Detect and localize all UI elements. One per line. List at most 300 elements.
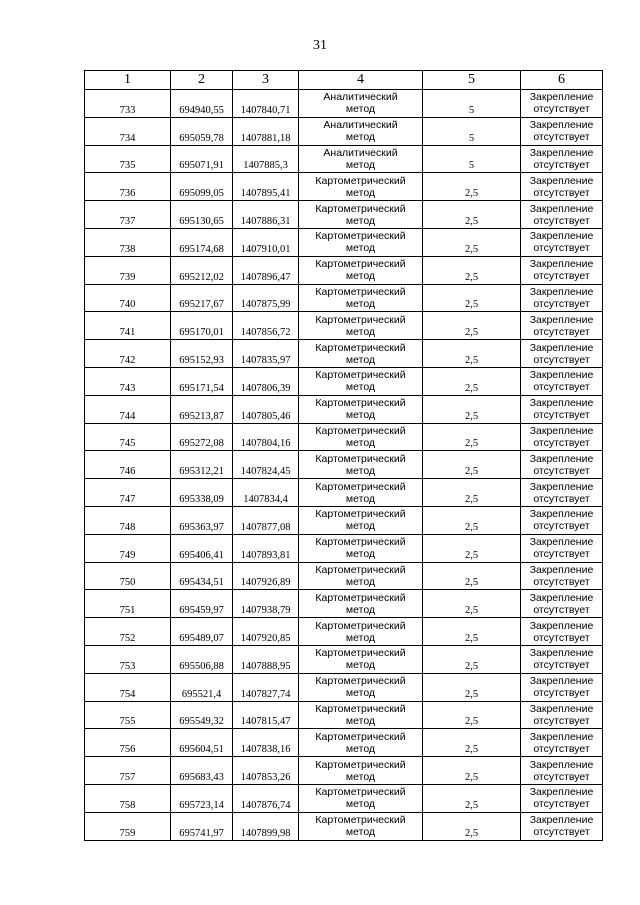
marking-cell	[521, 618, 603, 646]
method-line-1: Картометрический	[315, 758, 406, 771]
method-line-1: Аналитический	[323, 119, 398, 132]
y-coordinate-cell: 1407893,81	[233, 534, 299, 562]
method-line-1: Картометрический	[315, 230, 406, 243]
marking-cell	[521, 479, 603, 507]
method-line-2: метод	[345, 464, 376, 477]
method-line-1: Картометрический	[315, 452, 406, 465]
header-cell: 3	[233, 71, 299, 90]
method-cell	[299, 812, 423, 840]
method-line-2: метод	[345, 131, 376, 144]
accuracy-cell: 2,5	[423, 618, 521, 646]
accuracy-cell: 2,5	[423, 673, 521, 701]
x-coordinate-cell: 695272,08	[171, 423, 233, 451]
method-line-1: Картометрический	[315, 341, 406, 354]
marking-cell	[521, 90, 603, 118]
marking-cell	[521, 228, 603, 256]
accuracy-cell: 2,5	[423, 173, 521, 201]
table-row	[85, 367, 603, 395]
marking-cell	[521, 451, 603, 479]
method-cell	[299, 340, 423, 368]
method-cell	[299, 729, 423, 757]
x-coordinate-cell: 695434,51	[171, 562, 233, 590]
marking-line-1: Закрепление	[529, 591, 594, 604]
marking-line-2: отсутствует	[533, 603, 590, 616]
accuracy-cell: 5	[423, 90, 521, 118]
marking-line-1: Закрепление	[529, 702, 594, 715]
marking-line-1: Закрепление	[529, 258, 594, 271]
method-line-1: Картометрический	[315, 285, 406, 298]
y-coordinate-cell: 1407881,18	[233, 117, 299, 145]
method-line-2: метод	[345, 575, 376, 588]
method-line-1: Картометрический	[315, 786, 406, 799]
marking-line-1: Закрепление	[529, 480, 594, 493]
method-cell	[299, 506, 423, 534]
point-number-cell: 748	[85, 506, 171, 534]
marking-line-2: отсутствует	[533, 770, 590, 783]
table-row	[85, 701, 603, 729]
marking-line-2: отсутствует	[533, 158, 590, 171]
marking-cell	[521, 673, 603, 701]
marking-line-2: отсутствует	[533, 464, 590, 477]
method-cell	[299, 784, 423, 812]
accuracy-cell: 2,5	[423, 701, 521, 729]
marking-line-1: Закрепление	[529, 369, 594, 382]
method-line-1: Картометрический	[315, 619, 406, 632]
method-cell	[299, 90, 423, 118]
x-coordinate-cell: 695174,68	[171, 228, 233, 256]
marking-line-1: Закрепление	[529, 91, 594, 104]
method-line-1: Картометрический	[315, 508, 406, 521]
table-row	[85, 117, 603, 145]
y-coordinate-cell: 1407805,46	[233, 395, 299, 423]
y-coordinate-cell: 1407856,72	[233, 312, 299, 340]
marking-line-1: Закрепление	[529, 647, 594, 660]
accuracy-cell: 2,5	[423, 562, 521, 590]
method-line-2: метод	[345, 325, 376, 338]
marking-line-2: отсутствует	[533, 798, 590, 811]
marking-cell	[521, 284, 603, 312]
marking-cell	[521, 117, 603, 145]
header-cell: 6	[521, 71, 603, 90]
method-line-1: Картометрический	[315, 397, 406, 410]
accuracy-cell: 2,5	[423, 534, 521, 562]
point-number-cell: 744	[85, 395, 171, 423]
method-line-1: Картометрический	[315, 563, 406, 576]
point-number-cell: 755	[85, 701, 171, 729]
marking-line-2: отсутствует	[533, 492, 590, 505]
marking-line-1: Закрепление	[529, 174, 594, 187]
method-line-2: метод	[345, 270, 376, 283]
table-row	[85, 506, 603, 534]
point-number-cell: 734	[85, 117, 171, 145]
marking-line-2: отсутствует	[533, 714, 590, 727]
header-cell: 1	[85, 71, 171, 90]
marking-line-1: Закрепление	[529, 452, 594, 465]
header-row	[85, 71, 603, 90]
marking-line-2: отсутствует	[533, 297, 590, 310]
marking-line-1: Закрепление	[529, 675, 594, 688]
point-number-cell: 750	[85, 562, 171, 590]
x-coordinate-cell: 695459,97	[171, 590, 233, 618]
table-row	[85, 729, 603, 757]
marking-cell	[521, 784, 603, 812]
y-coordinate-cell: 1407840,71	[233, 90, 299, 118]
marking-line-1: Закрепление	[529, 341, 594, 354]
accuracy-cell: 2,5	[423, 256, 521, 284]
accuracy-cell: 2,5	[423, 423, 521, 451]
point-number-cell: 738	[85, 228, 171, 256]
method-cell	[299, 590, 423, 618]
marking-cell	[521, 562, 603, 590]
x-coordinate-cell: 695338,09	[171, 479, 233, 507]
point-number-cell: 739	[85, 256, 171, 284]
marking-cell	[521, 256, 603, 284]
x-coordinate-cell: 695170,01	[171, 312, 233, 340]
table-row	[85, 479, 603, 507]
marking-line-2: отсутствует	[533, 826, 590, 839]
x-coordinate-cell: 695171,54	[171, 367, 233, 395]
method-cell	[299, 367, 423, 395]
point-number-cell: 741	[85, 312, 171, 340]
marking-line-1: Закрепление	[529, 202, 594, 215]
point-number-cell: 742	[85, 340, 171, 368]
marking-line-2: отсутствует	[533, 242, 590, 255]
y-coordinate-cell: 1407838,16	[233, 729, 299, 757]
marking-cell	[521, 812, 603, 840]
y-coordinate-cell: 1407804,16	[233, 423, 299, 451]
table-row	[85, 590, 603, 618]
header-cell: 4	[299, 71, 423, 90]
marking-line-1: Закрепление	[529, 536, 594, 549]
method-line-2: метод	[345, 548, 376, 561]
method-cell	[299, 757, 423, 785]
marking-cell	[521, 201, 603, 229]
point-number-cell: 751	[85, 590, 171, 618]
x-coordinate-cell: 695741,97	[171, 812, 233, 840]
accuracy-cell: 2,5	[423, 784, 521, 812]
method-line-2: метод	[345, 770, 376, 783]
point-number-cell: 753	[85, 645, 171, 673]
point-number-cell: 758	[85, 784, 171, 812]
method-cell	[299, 173, 423, 201]
point-number-cell: 757	[85, 757, 171, 785]
marking-line-1: Закрепление	[529, 619, 594, 632]
x-coordinate-cell: 695152,93	[171, 340, 233, 368]
accuracy-cell: 2,5	[423, 479, 521, 507]
y-coordinate-cell: 1407899,98	[233, 812, 299, 840]
header-cell: 2	[171, 71, 233, 90]
point-number-cell: 733	[85, 90, 171, 118]
x-coordinate-cell: 695683,43	[171, 757, 233, 785]
method-line-1: Картометрический	[315, 480, 406, 493]
method-cell	[299, 673, 423, 701]
marking-line-1: Закрепление	[529, 758, 594, 771]
accuracy-cell: 2,5	[423, 757, 521, 785]
x-coordinate-cell: 695604,51	[171, 729, 233, 757]
marking-line-1: Закрепление	[529, 563, 594, 576]
table-row	[85, 618, 603, 646]
table-row	[85, 340, 603, 368]
method-line-2: метод	[345, 603, 376, 616]
x-coordinate-cell: 695506,88	[171, 645, 233, 673]
table-row	[85, 534, 603, 562]
marking-line-1: Закрепление	[529, 230, 594, 243]
method-cell	[299, 228, 423, 256]
table-row	[85, 673, 603, 701]
method-line-2: метод	[345, 659, 376, 672]
marking-cell	[521, 367, 603, 395]
marking-cell	[521, 423, 603, 451]
marking-cell	[521, 729, 603, 757]
y-coordinate-cell: 1407888,95	[233, 645, 299, 673]
marking-cell	[521, 312, 603, 340]
marking-cell	[521, 534, 603, 562]
point-number-cell: 737	[85, 201, 171, 229]
marking-line-2: отсутствует	[533, 186, 590, 199]
method-line-2: метод	[345, 353, 376, 366]
method-cell	[299, 284, 423, 312]
y-coordinate-cell: 1407895,41	[233, 173, 299, 201]
point-number-cell: 743	[85, 367, 171, 395]
y-coordinate-cell: 1407827,74	[233, 673, 299, 701]
method-cell	[299, 395, 423, 423]
table-row	[85, 784, 603, 812]
method-cell	[299, 423, 423, 451]
accuracy-cell: 2,5	[423, 645, 521, 673]
marking-cell	[521, 173, 603, 201]
method-line-2: метод	[345, 103, 376, 116]
marking-line-1: Закрепление	[529, 146, 594, 159]
method-cell	[299, 312, 423, 340]
header-cell: 5	[423, 71, 521, 90]
table-row	[85, 173, 603, 201]
method-line-2: метод	[345, 687, 376, 700]
marking-line-2: отсутствует	[533, 575, 590, 588]
x-coordinate-cell: 695312,21	[171, 451, 233, 479]
table-row	[85, 201, 603, 229]
method-line-2: метод	[345, 520, 376, 533]
accuracy-cell: 2,5	[423, 284, 521, 312]
method-line-1: Картометрический	[315, 814, 406, 827]
marking-line-2: отсутствует	[533, 131, 590, 144]
accuracy-cell: 2,5	[423, 340, 521, 368]
method-line-2: метод	[345, 742, 376, 755]
marking-line-2: отсутствует	[533, 381, 590, 394]
method-cell	[299, 256, 423, 284]
page-number: 31	[313, 38, 327, 53]
method-line-1: Картометрический	[315, 702, 406, 715]
method-line-2: метод	[345, 158, 376, 171]
table-row	[85, 284, 603, 312]
method-cell	[299, 201, 423, 229]
marking-line-2: отсутствует	[533, 436, 590, 449]
y-coordinate-cell: 1407920,85	[233, 618, 299, 646]
x-coordinate-cell: 695363,97	[171, 506, 233, 534]
method-line-1: Картометрический	[315, 647, 406, 660]
table-row	[85, 228, 603, 256]
table-row	[85, 312, 603, 340]
table-row	[85, 145, 603, 173]
table-row	[85, 645, 603, 673]
accuracy-cell: 2,5	[423, 228, 521, 256]
accuracy-cell: 2,5	[423, 451, 521, 479]
accuracy-cell: 2,5	[423, 506, 521, 534]
point-number-cell: 756	[85, 729, 171, 757]
method-line-2: метод	[345, 492, 376, 505]
marking-cell	[521, 395, 603, 423]
y-coordinate-cell: 1407886,31	[233, 201, 299, 229]
marking-cell	[521, 645, 603, 673]
marking-cell	[521, 145, 603, 173]
accuracy-cell: 2,5	[423, 367, 521, 395]
method-line-2: метод	[345, 714, 376, 727]
accuracy-cell: 5	[423, 145, 521, 173]
x-coordinate-cell: 695071,91	[171, 145, 233, 173]
point-number-cell: 735	[85, 145, 171, 173]
marking-cell	[521, 701, 603, 729]
x-coordinate-cell: 695212,02	[171, 256, 233, 284]
method-cell	[299, 618, 423, 646]
marking-line-1: Закрепление	[529, 119, 594, 132]
accuracy-cell: 2,5	[423, 312, 521, 340]
table-row	[85, 812, 603, 840]
marking-line-2: отсутствует	[533, 548, 590, 561]
marking-line-1: Закрепление	[529, 313, 594, 326]
marking-line-2: отсутствует	[533, 659, 590, 672]
method-cell	[299, 451, 423, 479]
x-coordinate-cell: 695130,65	[171, 201, 233, 229]
table-row	[85, 256, 603, 284]
x-coordinate-cell: 695213,87	[171, 395, 233, 423]
coordinates-table	[84, 70, 603, 841]
marking-line-1: Закрепление	[529, 730, 594, 743]
marking-cell	[521, 340, 603, 368]
x-coordinate-cell: 695059,78	[171, 117, 233, 145]
y-coordinate-cell: 1407806,39	[233, 367, 299, 395]
marking-cell	[521, 590, 603, 618]
method-line-1: Картометрический	[315, 202, 406, 215]
method-line-1: Картометрический	[315, 369, 406, 382]
method-line-2: метод	[345, 631, 376, 644]
method-cell	[299, 145, 423, 173]
point-number-cell: 752	[85, 618, 171, 646]
marking-line-2: отсутствует	[533, 214, 590, 227]
marking-line-2: отсутствует	[533, 325, 590, 338]
y-coordinate-cell: 1407926,89	[233, 562, 299, 590]
y-coordinate-cell: 1407824,45	[233, 451, 299, 479]
accuracy-cell: 2,5	[423, 201, 521, 229]
method-cell	[299, 117, 423, 145]
point-number-cell: 747	[85, 479, 171, 507]
marking-line-1: Закрепление	[529, 508, 594, 521]
method-line-2: метод	[345, 826, 376, 839]
accuracy-cell: 5	[423, 117, 521, 145]
accuracy-cell: 2,5	[423, 590, 521, 618]
y-coordinate-cell: 1407875,99	[233, 284, 299, 312]
method-line-2: метод	[345, 186, 376, 199]
marking-line-1: Закрепление	[529, 285, 594, 298]
method-line-1: Картометрический	[315, 675, 406, 688]
table-row	[85, 90, 603, 118]
table-row	[85, 423, 603, 451]
method-line-1: Аналитический	[323, 91, 398, 104]
x-coordinate-cell: 694940,55	[171, 90, 233, 118]
marking-line-2: отсутствует	[533, 353, 590, 366]
method-cell	[299, 701, 423, 729]
y-coordinate-cell: 1407896,47	[233, 256, 299, 284]
y-coordinate-cell: 1407835,97	[233, 340, 299, 368]
method-line-2: метод	[345, 242, 376, 255]
table-row	[85, 757, 603, 785]
method-line-2: метод	[345, 436, 376, 449]
method-line-1: Картометрический	[315, 313, 406, 326]
table-row	[85, 395, 603, 423]
y-coordinate-cell: 1407834,4	[233, 479, 299, 507]
method-line-2: метод	[345, 214, 376, 227]
y-coordinate-cell: 1407815,47	[233, 701, 299, 729]
marking-line-2: отсутствует	[533, 520, 590, 533]
y-coordinate-cell: 1407938,79	[233, 590, 299, 618]
method-line-2: метод	[345, 798, 376, 811]
x-coordinate-cell: 695723,14	[171, 784, 233, 812]
method-line-1: Картометрический	[315, 730, 406, 743]
point-number-cell: 749	[85, 534, 171, 562]
table-row	[85, 562, 603, 590]
point-number-cell: 745	[85, 423, 171, 451]
accuracy-cell: 2,5	[423, 729, 521, 757]
point-number-cell: 736	[85, 173, 171, 201]
marking-line-1: Закрепление	[529, 424, 594, 437]
point-number-cell: 754	[85, 673, 171, 701]
marking-cell	[521, 506, 603, 534]
marking-line-2: отсутствует	[533, 270, 590, 283]
marking-line-2: отсутствует	[533, 687, 590, 700]
x-coordinate-cell: 695406,41	[171, 534, 233, 562]
point-number-cell: 740	[85, 284, 171, 312]
table-row	[85, 451, 603, 479]
y-coordinate-cell: 1407910,01	[233, 228, 299, 256]
method-line-1: Картометрический	[315, 536, 406, 549]
y-coordinate-cell: 1407885,3	[233, 145, 299, 173]
point-number-cell: 759	[85, 812, 171, 840]
method-line-1: Аналитический	[323, 146, 398, 159]
method-line-2: метод	[345, 297, 376, 310]
method-line-2: метод	[345, 409, 376, 422]
accuracy-cell: 2,5	[423, 395, 521, 423]
method-line-1: Картометрический	[315, 258, 406, 271]
method-cell	[299, 479, 423, 507]
marking-line-2: отсутствует	[533, 103, 590, 116]
marking-line-1: Закрепление	[529, 786, 594, 799]
marking-line-1: Закрепление	[529, 397, 594, 410]
x-coordinate-cell: 695489,07	[171, 618, 233, 646]
method-cell	[299, 562, 423, 590]
accuracy-cell: 2,5	[423, 812, 521, 840]
method-cell	[299, 534, 423, 562]
x-coordinate-cell: 695099,05	[171, 173, 233, 201]
method-line-1: Картометрический	[315, 591, 406, 604]
y-coordinate-cell: 1407876,74	[233, 784, 299, 812]
marking-cell	[521, 757, 603, 785]
point-number-cell: 746	[85, 451, 171, 479]
marking-line-2: отсутствует	[533, 631, 590, 644]
method-cell	[299, 645, 423, 673]
method-line-1: Картометрический	[315, 174, 406, 187]
x-coordinate-cell: 695217,67	[171, 284, 233, 312]
y-coordinate-cell: 1407853,26	[233, 757, 299, 785]
x-coordinate-cell: 695549,32	[171, 701, 233, 729]
x-coordinate-cell: 695521,4	[171, 673, 233, 701]
